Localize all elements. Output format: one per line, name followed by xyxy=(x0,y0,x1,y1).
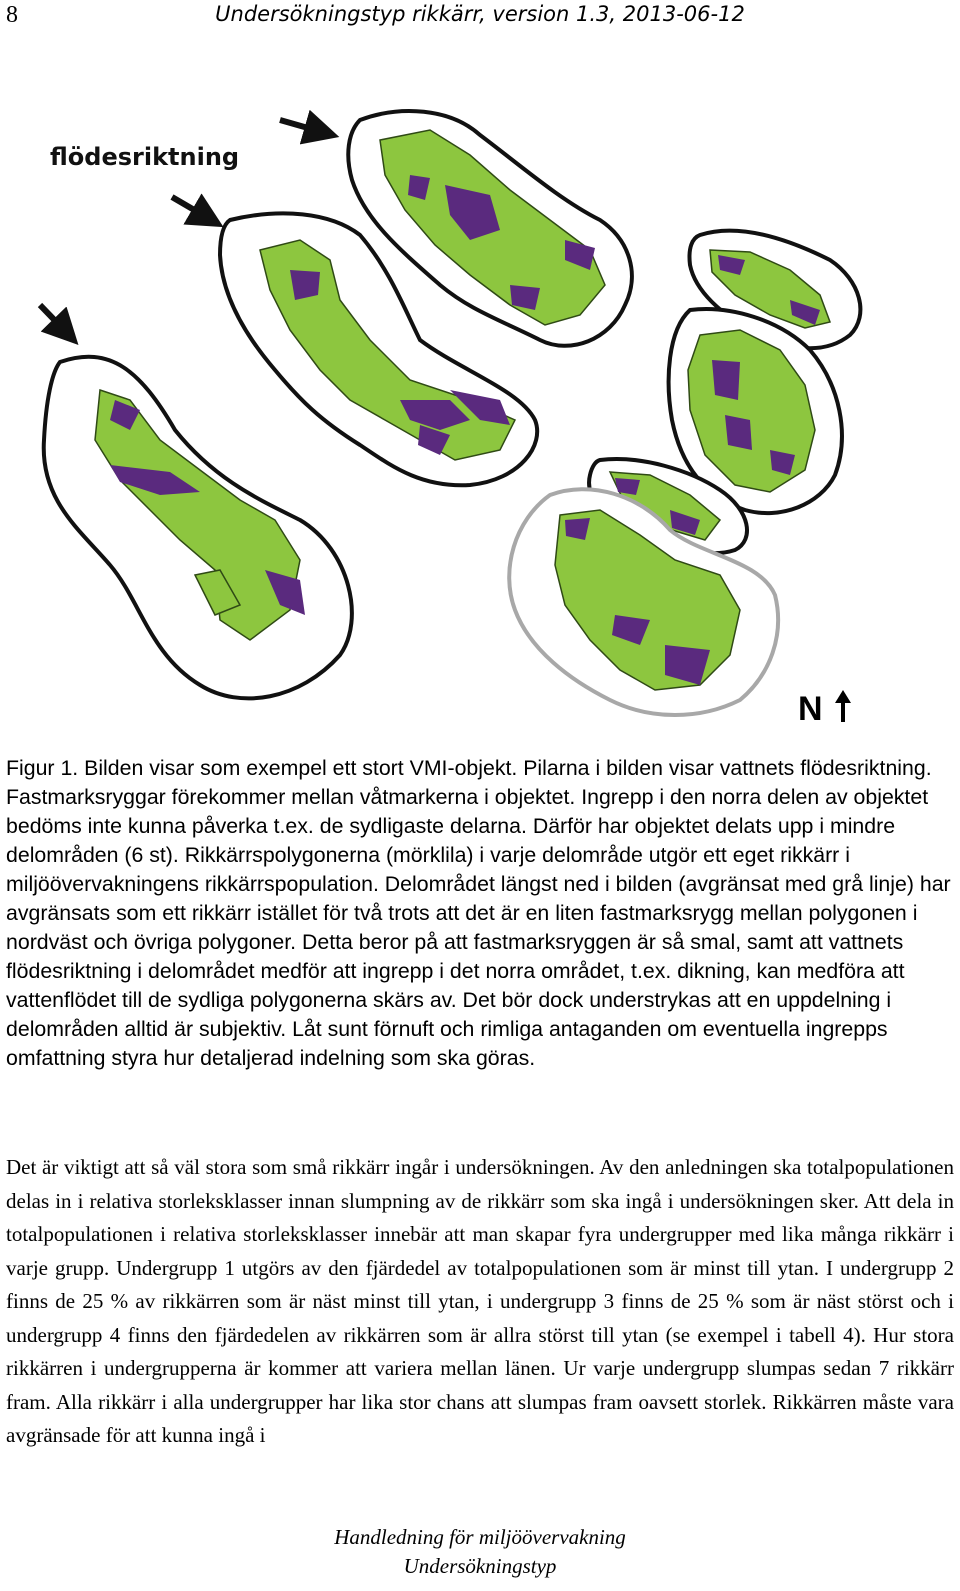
subarea-west xyxy=(44,357,352,699)
flow-direction-label: flödesriktning xyxy=(50,143,240,171)
footer-line-2: Undersökningstyp xyxy=(403,1554,557,1578)
wetland-map xyxy=(0,100,960,740)
flow-arrow-icon xyxy=(40,305,66,332)
flow-arrow-icon xyxy=(172,197,208,218)
flow-arrow-icon xyxy=(280,120,322,132)
north-label: N xyxy=(798,690,823,728)
figure-caption: Figur 1. Bilden visar som exempel ett stort VMI-objekt. Pilarna i bilden visar vattnets flödesriktning. Fastmarksryggar förekommer mellan våtmarkerna i objektet. Ingrepp i den norra delen av objektet bedöms inte kunna påverka t.ex. de sydligaste delarna. Därför har objektet delats upp i mindre delområden (6 st). Rikkärrspolygonerna (mörklila) i varje delområde utgör ett eget rikkärr i miljöövervakningens rikkärrspopulation. Delområdet längst ned i bilden (avgränsat med grå linje) har avgränsats som ett rikkärr istället för två trots att det är en liten fastmarksrygg mellan polygonen i nordväst och övriga polygoner. Detta beror på att fastmarksryggen är så smal, samt att vattnets flödesriktning i delområdet medför att ingrepp i det norra området, t.ex. dikning, kan medföra att vattenflödet till de sydliga polygonerna skärs av. Det bör dock understrykas att en uppdelning i delområden alltid är subjektiv. Låt sunt förnuft och rimliga antaganden om eventuella ingrepps omfattning styra hur detaljerad indelning som ska göras. xyxy=(6,756,951,1070)
footer-line-1: Handledning för miljöövervakning xyxy=(334,1525,626,1549)
running-header: Undersökningstyp rikkärr, version 1.3, 2013-06-12 xyxy=(215,2,745,26)
north-arrow-icon xyxy=(835,690,851,722)
page-footer xyxy=(0,1523,960,1581)
page-number: 8 xyxy=(6,2,18,28)
body-paragraph: Det är viktigt att så väl stora som små rikkärr ingår i undersökningen. Av den anledningen ska totalpopulationen delas in i relativa storleksklasser innan slumpning av de rikkärr som ska ingå i undersökningen sker. Att dela in totalpopulationen i relativa storleksklasser innebär att man skapar fyra undergrupper med lika många rikkärr i varje grupp. Undergrupp 1 utgörs av den fjärdedel av totalpopulationen som är minst till ytan. I undergrupp 2 finns de 25 % av rikkärren som är näst minst till ytan, i undergrupp 3 finns de 25 % som är näst störst och i undergrupp 4 finns den fjärdedelen av rikkärren som är allra störst till ytan (se exempel i tabell 4). Hur stora rikkärren i undergrupperna är kommer att variera mellan länen. Ur varje undergrupp slumpas sedan 7 rikkärr fram. Alla rikkärr i alla undergrupper har lika stor chans att slumpas fram oavsett storlek. Rikkärren måste vara avgränsade för att kunna ingå i xyxy=(6,1155,954,1447)
figure-map xyxy=(0,100,960,740)
